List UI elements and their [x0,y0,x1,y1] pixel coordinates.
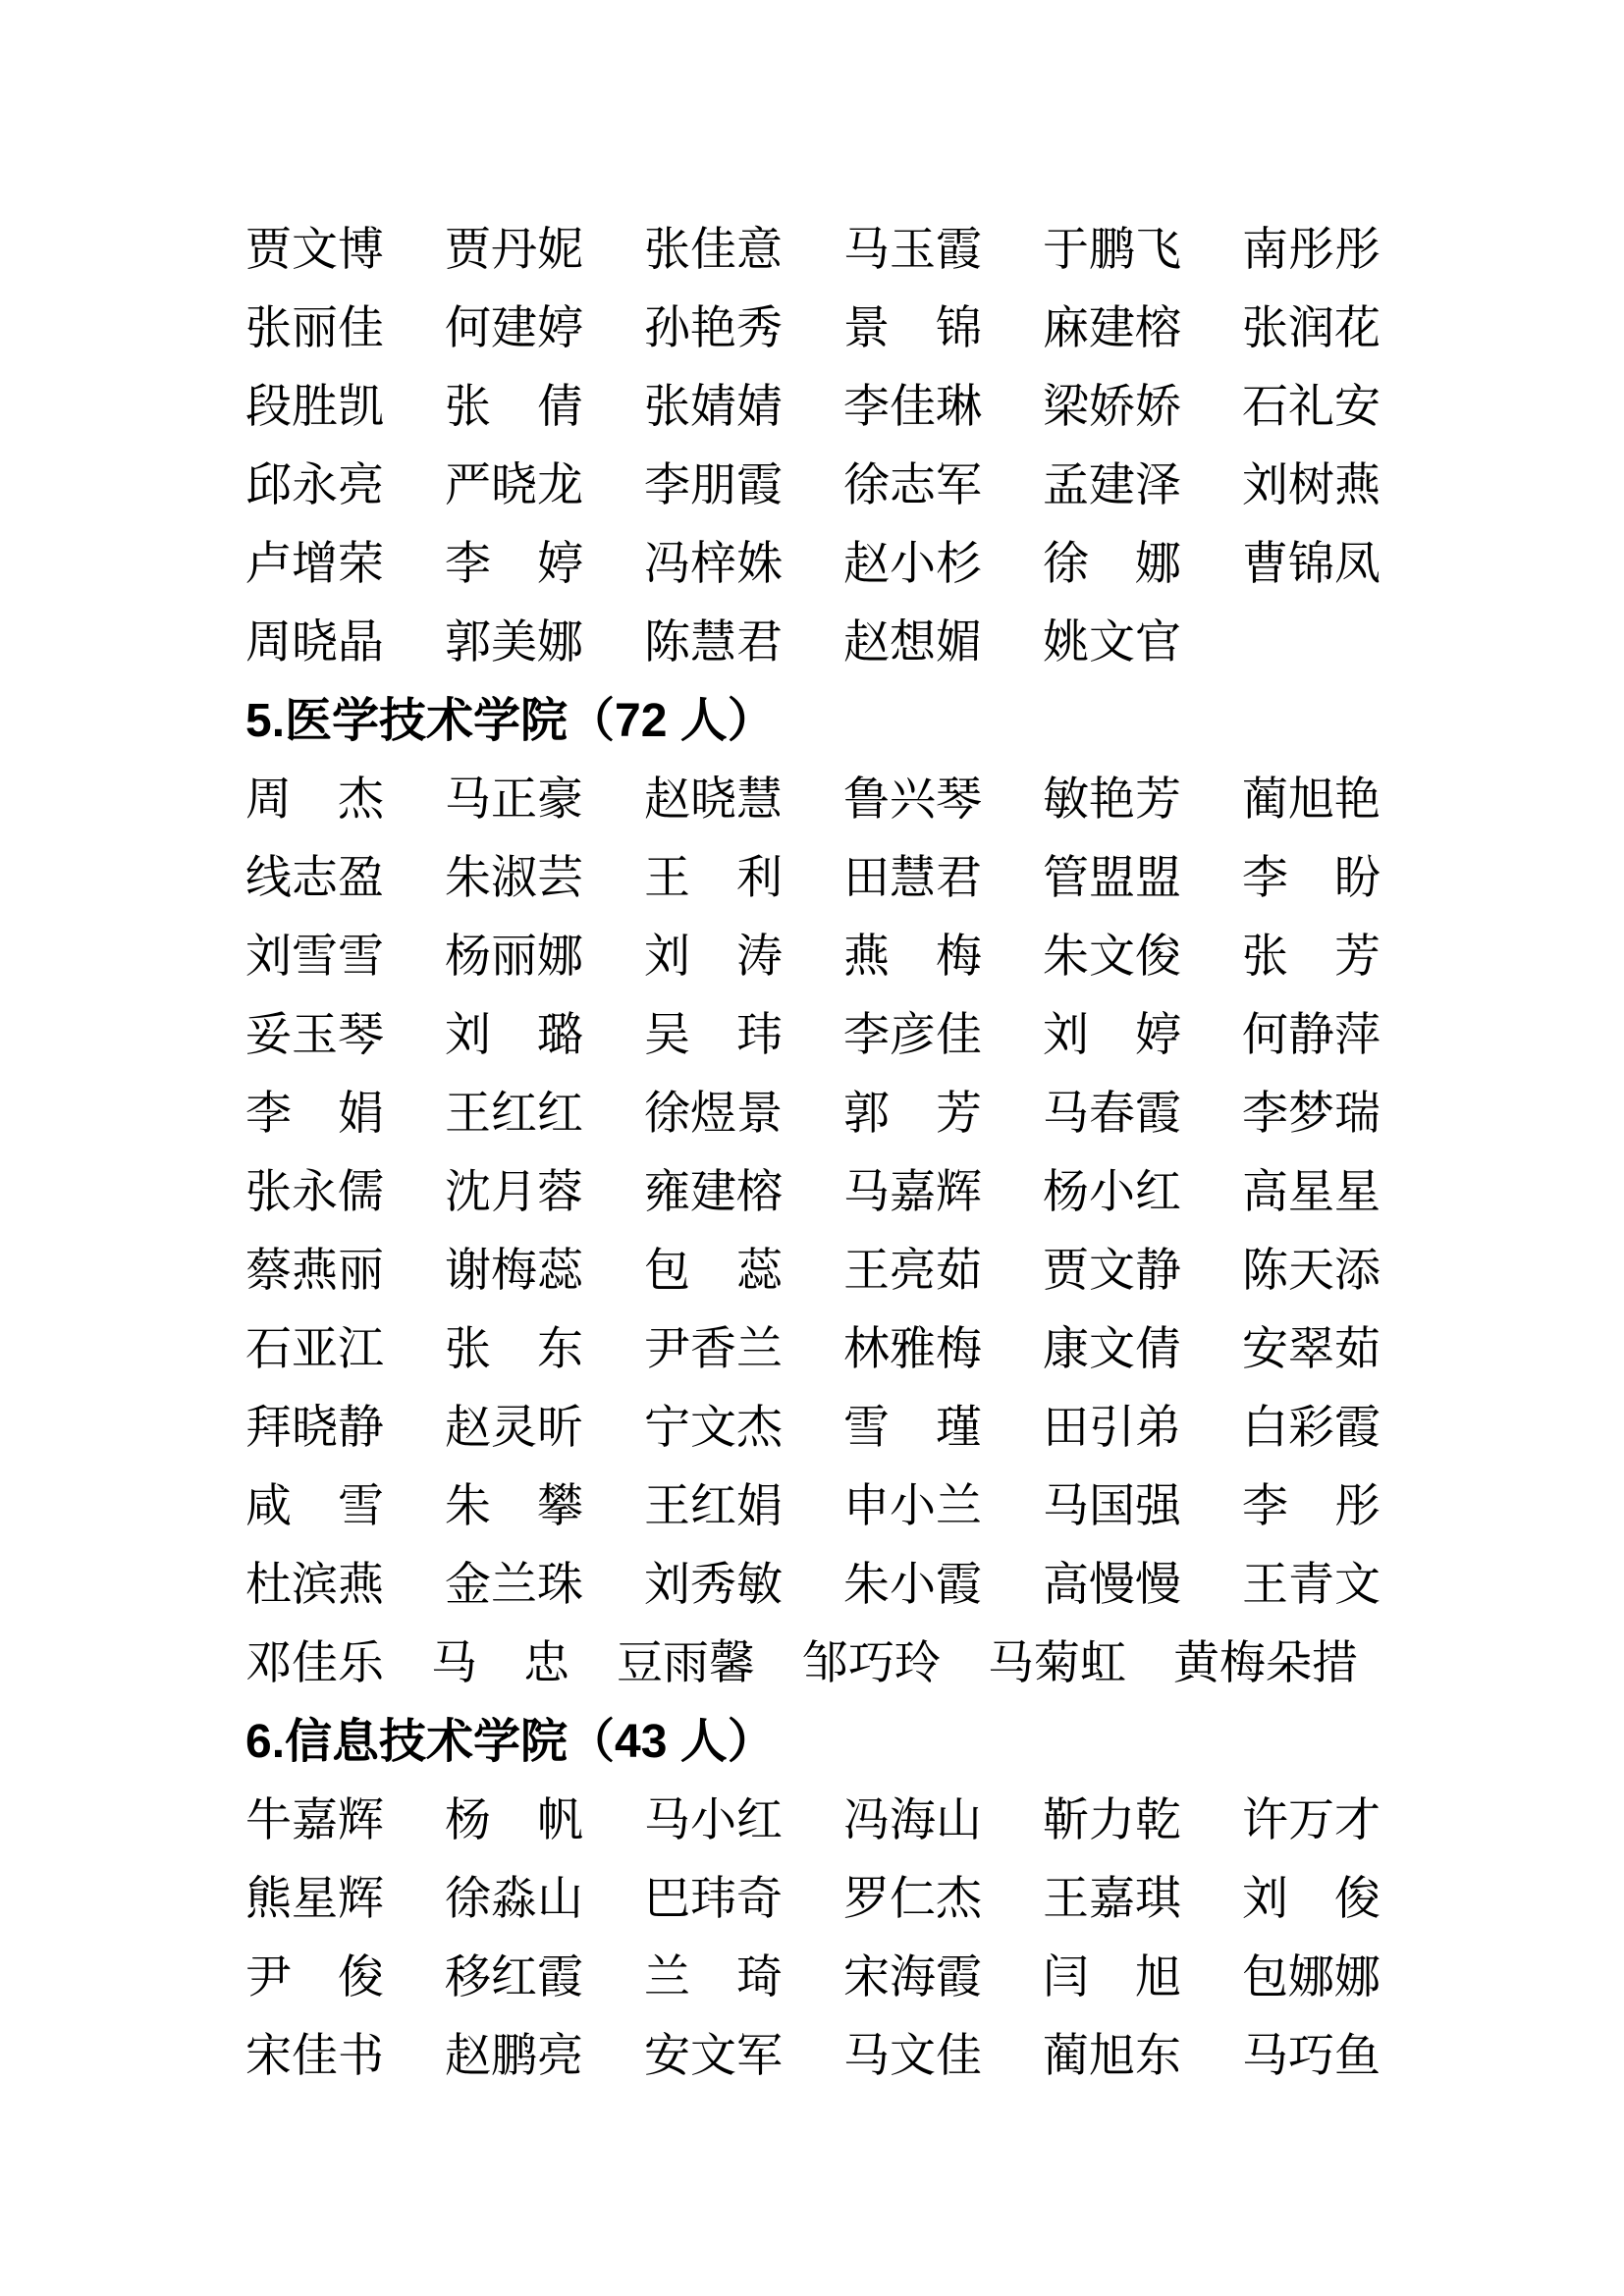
student-name: 刘 璐 [445,1009,583,1061]
student-name: 张丽佳 [245,302,384,354]
student-name: 王红红 [445,1088,583,1140]
student-name: 蔺旭艳 [1242,774,1380,826]
student-name: 李佳琳 [843,381,982,433]
student-name: 何建婷 [445,302,583,354]
student-name: 王亮茹 [843,1245,982,1297]
student-name: 包娜娜 [1242,1951,1380,2003]
student-name: 张佳意 [644,224,783,276]
student-name: 移红霞 [445,1951,583,2003]
name-row [245,211,1624,290]
student-name: 贾丹妮 [445,224,583,276]
student-name: 刘秀敏 [644,1559,783,1611]
name-grid-section-6 [245,1782,1624,2096]
student-name: 尹香兰 [644,1323,783,1375]
student-name: 景 锦 [843,302,982,354]
student-name: 何静萍 [1242,1009,1380,1061]
student-name: 李 盼 [1242,852,1380,904]
student-name: 马文佳 [843,2030,982,2082]
student-name: 李彦佳 [843,1009,982,1061]
student-name: 宁文杰 [644,1402,783,1454]
student-name: 张婧婧 [644,381,783,433]
student-name: 张永儒 [245,1166,384,1218]
student-name: 林雅梅 [843,1323,982,1375]
name-row [245,996,1624,1075]
student-name: 贾文静 [1043,1245,1181,1297]
student-name: 马玉霞 [843,224,982,276]
student-name: 刘 涛 [644,931,783,983]
student-name: 朱文俊 [1043,931,1181,983]
student-name: 宋佳书 [245,2030,384,2082]
student-name: 赵灵昕 [445,1402,583,1454]
student-name: 杨小红 [1043,1166,1181,1218]
student-name: 马小红 [644,1794,783,1846]
student-name: 麻建榕 [1043,302,1181,354]
name-grid-section-5 [245,761,1624,1703]
student-name: 马 忠 [431,1637,569,1689]
student-name: 蔡燕丽 [245,1245,384,1297]
student-name: 吴 玮 [644,1009,783,1061]
name-row [245,1232,1624,1310]
student-name: 孙艳秀 [644,302,783,354]
student-name: 燕 梅 [843,931,982,983]
student-name: 南彤彤 [1242,224,1380,276]
student-name: 雍建榕 [644,1166,783,1218]
name-row [245,604,1624,682]
student-name: 冯梓姝 [644,538,783,590]
student-name: 严晓龙 [445,459,583,511]
student-name: 包 蕊 [644,1245,783,1297]
name-row [245,1075,1624,1153]
student-name: 李朋霞 [644,459,783,511]
student-name: 马正豪 [445,774,583,826]
student-name: 赵晓慧 [644,774,783,826]
student-name: 宋海霞 [843,1951,982,2003]
student-name: 雪 瑾 [843,1402,982,1454]
student-name: 贾文博 [245,224,384,276]
student-name: 田慧君 [843,852,982,904]
student-name: 李 娟 [245,1088,384,1140]
student-name: 陈慧君 [644,616,783,668]
student-name: 马巧鱼 [1242,2030,1380,2082]
student-name: 黄梅朵措 [1173,1637,1358,1689]
student-name: 管盟盟 [1043,852,1181,904]
student-name: 梁娇娇 [1043,381,1181,433]
name-row [245,2017,1624,2096]
student-name: 安文军 [644,2030,783,2082]
student-name: 敏艳芳 [1043,774,1181,826]
student-name: 卢增荣 [245,538,384,590]
student-name: 马嘉辉 [843,1166,982,1218]
student-name: 段胜凯 [245,381,384,433]
section-heading-medical-technology: 5.医学技术学院（72 人） [245,695,775,747]
student-name: 徐淼山 [445,1873,583,1925]
student-name: 曹锦凤 [1242,538,1380,590]
name-row [245,1625,1624,1703]
name-grid-section-4 [245,211,1624,682]
student-name: 徐煜景 [644,1088,783,1140]
student-name: 杜滨燕 [245,1559,384,1611]
student-name: 张 东 [445,1323,583,1375]
student-name: 王青文 [1242,1559,1380,1611]
student-name: 刘 婷 [1043,1009,1181,1061]
student-name: 妥玉琴 [245,1009,384,1061]
student-name: 兰 琦 [644,1951,783,2003]
student-name: 张润花 [1242,302,1380,354]
name-row [245,761,1624,839]
student-name: 石礼安 [1242,381,1380,433]
student-name: 刘雪雪 [245,931,384,983]
student-name: 谢梅蕊 [445,1245,583,1297]
student-name: 朱小霞 [843,1559,982,1611]
name-row [245,1782,1624,1860]
student-name: 姚文官 [1043,616,1181,668]
student-name: 于鹏飞 [1043,224,1181,276]
student-name: 高星星 [1242,1166,1380,1218]
name-row [245,1860,1624,1939]
student-name: 靳力乾 [1043,1794,1181,1846]
student-name: 杨丽娜 [445,931,583,983]
student-name: 周 杰 [245,774,384,826]
name-row [245,368,1624,447]
student-name: 朱 攀 [445,1480,583,1532]
student-name: 尹 俊 [245,1951,384,2003]
student-name: 李 彤 [1242,1480,1380,1532]
student-name: 线志盈 [245,852,384,904]
student-name: 咸 雪 [245,1480,384,1532]
student-name: 马国强 [1043,1480,1181,1532]
student-name: 徐志军 [843,459,982,511]
student-name: 高慢慢 [1043,1559,1181,1611]
student-name: 熊星辉 [245,1873,384,1925]
student-name: 朱淑芸 [445,852,583,904]
student-name: 马菊虹 [988,1637,1126,1689]
student-name: 李梦瑞 [1242,1088,1380,1140]
student-name: 赵鹏亮 [445,2030,583,2082]
student-name: 邓佳乐 [245,1637,384,1689]
student-name: 张 芳 [1242,931,1380,983]
name-row [245,447,1624,525]
student-name: 郭 芳 [843,1088,982,1140]
student-name: 拜晓静 [245,1402,384,1454]
student-name: 石亚江 [245,1323,384,1375]
student-name: 赵小杉 [843,538,982,590]
student-name: 蔺旭东 [1043,2030,1181,2082]
student-name: 杨 帆 [445,1794,583,1846]
name-row [245,1153,1624,1232]
student-name: 牛嘉辉 [245,1794,384,1846]
name-row [245,918,1624,996]
student-name: 鲁兴琴 [843,774,982,826]
student-name: 李 婷 [445,538,583,590]
student-name: 康文倩 [1043,1323,1181,1375]
section-heading-information-technology: 6.信息技术学院（43 人） [245,1716,775,1768]
name-row [245,525,1624,604]
student-name: 许万才 [1242,1794,1380,1846]
student-name: 申小兰 [843,1480,982,1532]
student-name: 刘树燕 [1242,459,1380,511]
student-name: 王嘉琪 [1043,1873,1181,1925]
name-row [245,839,1624,918]
student-name: 陈天添 [1242,1245,1380,1297]
student-name: 豆雨馨 [617,1637,755,1689]
student-name: 王 利 [644,852,783,904]
student-name: 邹巧玲 [802,1637,941,1689]
name-row [245,1389,1624,1468]
name-row [245,1468,1624,1546]
student-name: 徐 娜 [1043,538,1181,590]
student-name: 闫 旭 [1043,1951,1181,2003]
student-name: 郭美娜 [445,616,583,668]
student-name: 张 倩 [445,381,583,433]
student-name: 冯海山 [843,1794,982,1846]
name-row [245,290,1624,368]
student-name: 田引弟 [1043,1402,1181,1454]
student-name: 邱永亮 [245,459,384,511]
student-name: 马春霞 [1043,1088,1181,1140]
student-name: 赵想媚 [843,616,982,668]
student-name: 白彩霞 [1242,1402,1380,1454]
student-name: 安翠茹 [1242,1323,1380,1375]
name-row [245,1310,1624,1389]
student-name: 孟建泽 [1043,459,1181,511]
student-name: 周晓晶 [245,616,384,668]
student-name: 罗仁杰 [843,1873,982,1925]
student-name: 巴玮奇 [644,1873,783,1925]
student-name: 王红娟 [644,1480,783,1532]
student-name: 金兰珠 [445,1559,583,1611]
student-name: 沈月蓉 [445,1166,583,1218]
name-row [245,1939,1624,2017]
name-row [245,1546,1624,1625]
student-name: 刘 俊 [1242,1873,1380,1925]
